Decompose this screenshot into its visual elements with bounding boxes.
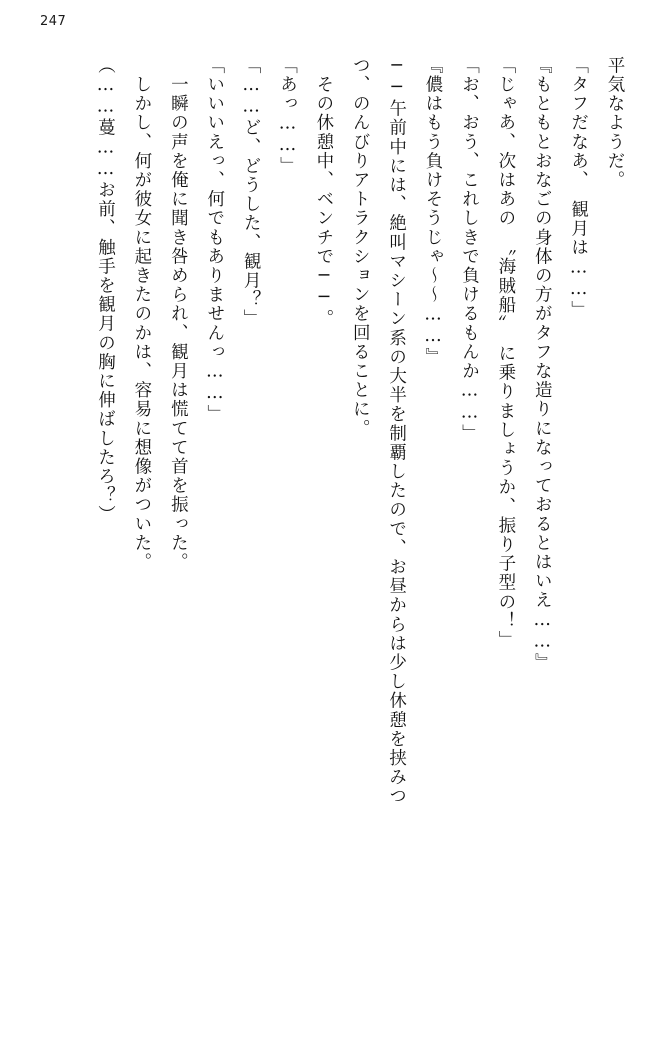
text-line: 「じゃあ、次はあの 〝海賊船〟 に乗りましょうか、振り子型の！」 xyxy=(495,56,516,650)
text-line: 一瞬の声を俺に聞き咎められ、観月は慌てて首を振った。 xyxy=(168,56,189,572)
text-line: ──午前中には、絶叫マシーン系の大半を制覇したので、お昼からは少し休憩を挟みつ xyxy=(386,56,407,806)
text-line: 「いいいえっ、何でもありませんっ……」 xyxy=(204,56,225,424)
text-line: その休憩中、ベンチで──。 xyxy=(313,56,334,329)
text-line: 『儂はもう負けそうじゃ～～……』 xyxy=(423,56,444,367)
text-line: （……蔓……お前、触手を観月の胸に伸ばしたろ？） xyxy=(95,56,116,525)
page-number: 247 xyxy=(40,14,67,29)
text-line: 平気なようだ。 xyxy=(605,56,625,190)
text-line: 『もともとおなごの身体の方がタフな造りになっておるとはいえ……』 xyxy=(532,56,553,673)
text-line: しかし、何が彼女に起きたのかは、容易に想像がついた。 xyxy=(131,56,152,572)
text-line: 「あっ……」 xyxy=(277,56,298,176)
text-line: 「お、おう、これしきで負けるもんか……」 xyxy=(459,56,480,443)
text-line: 「タフだなあ、 観月は……」 xyxy=(568,56,589,320)
text-line: つ、のんびりアトラクションを回ることに。 xyxy=(350,56,371,438)
page-body-vertical-text xyxy=(34,56,633,1014)
text-line: 「……ど、どうした、観月？」 xyxy=(241,56,262,329)
